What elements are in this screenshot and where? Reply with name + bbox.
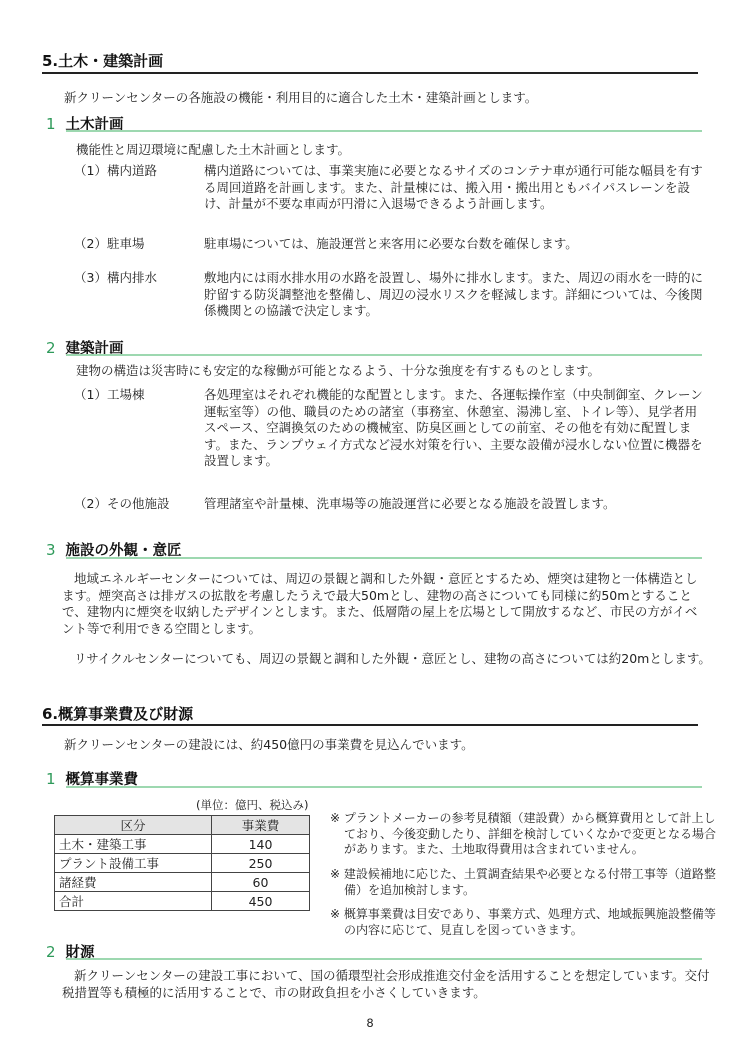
civil-item-text: 駐車場については、施設運営と来客用に必要な台数を確保します。	[204, 236, 578, 251]
table-row	[55, 854, 310, 873]
building-intro: 建物の構造は災害時にも安定的な稼働が可能となるよう、十分な強度を有するものとします。	[76, 363, 601, 378]
cost-cell: 140	[212, 835, 310, 854]
table-header-row	[55, 816, 310, 835]
cost-cell: 450	[212, 892, 310, 911]
building-item-text: 管理諸室や計量棟、洗車場等の施設運営に必要となる施設を設置します。	[204, 496, 616, 511]
civil-item-label: （1）構内道路	[74, 163, 157, 178]
category-cell: 土木・建築工事	[55, 835, 212, 854]
table-row	[55, 873, 310, 892]
appearance-paragraph: リサイクルセンターについても、周辺の景観と調和した外観・意匠とし、建物の高さについては約20mとします。	[74, 651, 711, 666]
page-number: 8	[366, 1016, 374, 1030]
funding-paragraph: 新クリーンセンターの建設工事において、国の循環型社会形成推進交付金を活用することを想定しています。交付税措置等も積極的に活用することで、市の財政負担を小さくしていきます。	[62, 968, 710, 1000]
subsection-number: 2	[46, 339, 56, 357]
subsection-title: 施設の外観・意匠	[65, 543, 182, 559]
building-item-label: （1）工場棟	[74, 387, 145, 402]
category-cell: 諸経費	[55, 873, 212, 892]
section-6-intro: 新クリーンセンターの建設には、約450億円の事業費を見込んでいます。	[64, 737, 474, 752]
subsection-title: 財源	[65, 945, 95, 961]
column-header: 事業費	[212, 816, 310, 835]
column-header: 区分	[55, 816, 212, 835]
subsection-rule	[66, 958, 702, 960]
category-cell: プラント設備工事	[55, 854, 212, 873]
section-6-rule	[42, 724, 698, 726]
building-item-label: （2）その他施設	[74, 496, 170, 511]
subsection-rule	[66, 130, 702, 132]
cost-cell: 250	[212, 854, 310, 873]
cost-cell: 60	[212, 873, 310, 892]
section-5-intro: 新クリーンセンターの各施設の機能・利用目的に適合した土木・建築計画とします。	[64, 90, 538, 105]
section-6-title: 6.概算事業費及び財源	[42, 705, 194, 723]
section-5-rule	[42, 72, 698, 74]
section-5-title: 5.土木・建築計画	[42, 52, 164, 70]
table-row	[55, 835, 310, 854]
unit-label: (単位：億円、税込み)	[196, 798, 309, 812]
cost-note: ※ プラントメーカーの参考見積額（建設費）から概算費用として計上しており、今後変動したり、詳細を検討していくなかで変更となる場合があります。また、土地取得費用は含まれていません。	[330, 811, 717, 856]
subsection-number: 2	[46, 943, 56, 961]
civil-item-label: （3）構内排水	[74, 270, 157, 285]
cost-table	[54, 815, 310, 911]
subsection-number: 1	[46, 770, 56, 788]
cost-note: ※ 建設候補地に応じた、土質調査結果や必要となる付帯工事等（道路整備）を追加検討します。	[330, 867, 716, 897]
subsection-rule	[66, 786, 702, 788]
table-row	[55, 892, 310, 911]
subsection-rule	[66, 557, 702, 559]
category-cell: 合計	[55, 892, 212, 911]
building-item-text: 各処理室はそれぞれ機能的な配置とします。また、各運転操作室（中央制御室、クレーン運転室等）の他、職員のための諸室（事務室、休憩室、湯沸し室、トイレ等）、見学者用スペース、空調換気のための機械室、防臭区画としての前室、その他を有効に配置します。また、ランプウェイ方式など浸水対策を行い、主要な設備が浸水しない位置に機器を設置します。	[204, 387, 703, 468]
subsection-rule	[66, 354, 702, 356]
civil-intro: 機能性と周辺環境に配慮した土木計画とします。	[76, 142, 351, 157]
civil-item-label: （2）駐車場	[74, 236, 145, 251]
civil-item-text: 構内道路については、事業実施に必要となるサイズのコンテナ車が通行可能な幅員を有する周回道路を計画します。また、計量棟には、搬入用・搬出用ともバイパスレーンを設け、計量が不要な車両が円滑に入退場できるよう計画します。	[204, 163, 703, 211]
subsection-number: 3	[46, 541, 56, 559]
appearance-paragraph: 地域エネルギーセンターについては、周辺の景観と調和した外観・意匠とするため、煙突は建物と一体構造とします。煙突高さは排ガスの拡散を考慮したうえで最大50mとし、建物の高さについても同様に約50mとすることで、建物内に煙突を収納したデザインとします。また、低層階の屋上を広場として開放するなど、市民の方がイベント等で利用できる空間とします。	[62, 571, 698, 636]
subsection-title: 概算事業費	[65, 772, 139, 788]
subsection-number: 1	[46, 115, 56, 133]
cost-note: ※ 概算事業費は目安であり、事業方式、処理方式、地域振興施設整備等の内容に応じて、見直しを図っていきます。	[330, 907, 716, 937]
subsection-title: 建築計画	[65, 341, 124, 357]
civil-item-text: 敷地内には雨水排水用の水路を設置し、場外に排水します。また、周辺の雨水を一時的に貯留する防災調整池を整備し、周辺の浸水リスクを軽減します。詳細については、今後関係機関との協議で決定します。	[204, 270, 704, 318]
subsection-title: 土木計画	[65, 117, 124, 133]
